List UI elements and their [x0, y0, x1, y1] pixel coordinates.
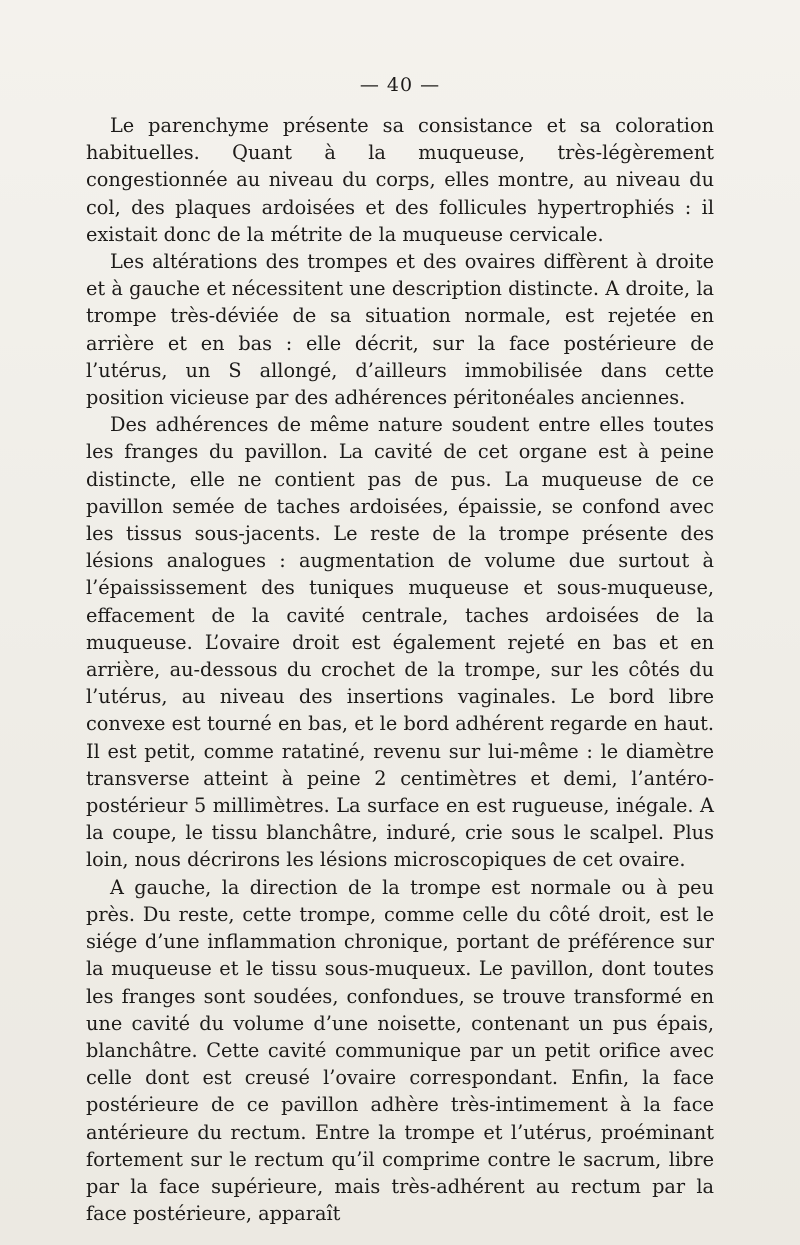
paragraph-1: Le parenchyme présente sa consistance et sa coloration habituelles. Quant à la muqueuse, très-légèrement congestionnée au niveau du corps, elles montre, au niveau du col, des plaques ardoisées et des follicules hypertrophiés : il existait donc de la métrite de la muqueuse cervicale. — [86, 114, 714, 246]
page-number: — 40 — — [359, 74, 441, 96]
paragraph-4: A gauche, la direction de la trompe est normale ou à peu près. Du reste, cette trompe, comme celle du côté droit, est le siége d’une inflammation chronique, portant de préférence sur la muqueuse et le tissu sous-muqueux. Le pavillon, dont toutes les franges sont soudées, confondues, se trouve transformé en une cavité du volume d’une noisette, contenant un pus épais, blanchâtre. Cette cavité communique par un petit orifice avec celle dont est creusé l’ovaire correspondant. Enfin, la face postérieure de ce pavillon adhère très-intimement à la face antérieure du rectum. Entre la trompe et l’utérus, proéminant fortement sur le rectum qu’il comprime contre le sacrum, libre par la face supérieure, mais très-adhérent au rectum par la face postérieure, apparaît — [86, 875, 714, 1226]
paragraph-3: Des adhérences de même nature soudent entre elles toutes les franges du pavillon. La cavité de cet organe est à peine distincte, elle ne contient pas de pus. La muqueuse de ce pavillon semée de taches ardoisées, épaissie, se confond avec les tissus sous-jacents. Le reste de la trompe présente des lésions analogues : augmentation de volume due surtout à l’épaississement des tuniques muqueuse et sous-muqueuse, effacement de la cavité centrale, taches ardoisées de la muqueuse. L’ovaire droit est également rejeté en bas et en arrière, au-dessous du crochet de la trompe, sur les côtés du l’utérus, au niveau des insertions vaginales. Le bord libre convexe est tourné en bas, et le bord adhérent regarde en haut. Il est petit, comme ratatiné, revenu sur lui-même : le diamètre transverse atteint à peine 2 centimètres et demi, l’antéro-postérieur 5 millimètres. La surface en est rugueuse, inégale. A la coupe, le tissu blanchâtre, induré, crie sous le scalpel. Plus loin, nous décrirons les lésions microscopiques de cet ovaire. — [86, 413, 714, 872]
body-text — [86, 112, 714, 1227]
paragraph-2: Les altérations des trompes et des ovaires diffèrent à droite et à gauche et nécessitent une description distincte. A droite, la trompe très-déviée de sa situation normale, est rejetée en arrière et en bas : elle décrit, sur la face postérieure de l’utérus, un S allongé, d’ailleurs immobilisée dans cette position vicieuse par des adhérences péritonéales anciennes. — [86, 250, 714, 410]
